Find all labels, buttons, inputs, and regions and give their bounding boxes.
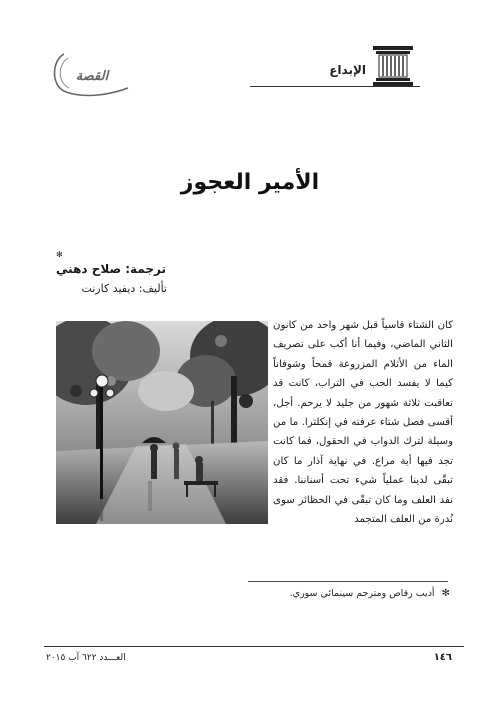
- issue-info: العـــدد ٦٢٢ آب ٢٠١٥: [46, 653, 126, 663]
- footer-rule: [44, 646, 464, 647]
- footnote: [252, 588, 450, 599]
- page-number: ١٤٦: [433, 652, 452, 663]
- footnote-marker: ✻: [441, 588, 450, 599]
- translator-credit: ترجمة: صلاح دهني: [56, 262, 166, 276]
- story-body-paragraph: كان الشتاء قاسياً قبل شهر واحد من كانون الثاني الماضي، وفيما أنا أكب على تصريف الماء من الأثلام المزروعة قمحاً وشوفاناً كيما لا يفسد الحب في التراب، كانت قد تعاقبت ثلاثة شهور من جليد لا يرحم. أجل، أقسى فصل شتاء عرفته في إنكلترا. ما من وسيلة لترك الدواب في الحقول، فما كانت تجد فيها أية مراع. في نهاية آذار ما كان تبقّى لدينا عملياً شيء تحت أسناننا. فقد نفد العلف وما كان تبقّى في الحظائر سوى نُدرة من العلف المتجمد: [273, 320, 453, 526]
- story-title: الأمير العجوز: [180, 170, 320, 195]
- section-logo-text: القصة: [75, 69, 109, 84]
- story-illustration: [56, 321, 268, 524]
- header-rule: [250, 86, 420, 87]
- translator-footnote-marker: ✻: [56, 250, 63, 259]
- author-credit: تأليف: ديفيد كارنت: [81, 282, 167, 295]
- footnote-text: أديب رقاص ومترجم سينمائي سوري.: [289, 588, 435, 599]
- footnote-rule: [248, 581, 448, 582]
- section-label: الإبداع: [329, 63, 366, 77]
- pillar-icon: [371, 46, 415, 86]
